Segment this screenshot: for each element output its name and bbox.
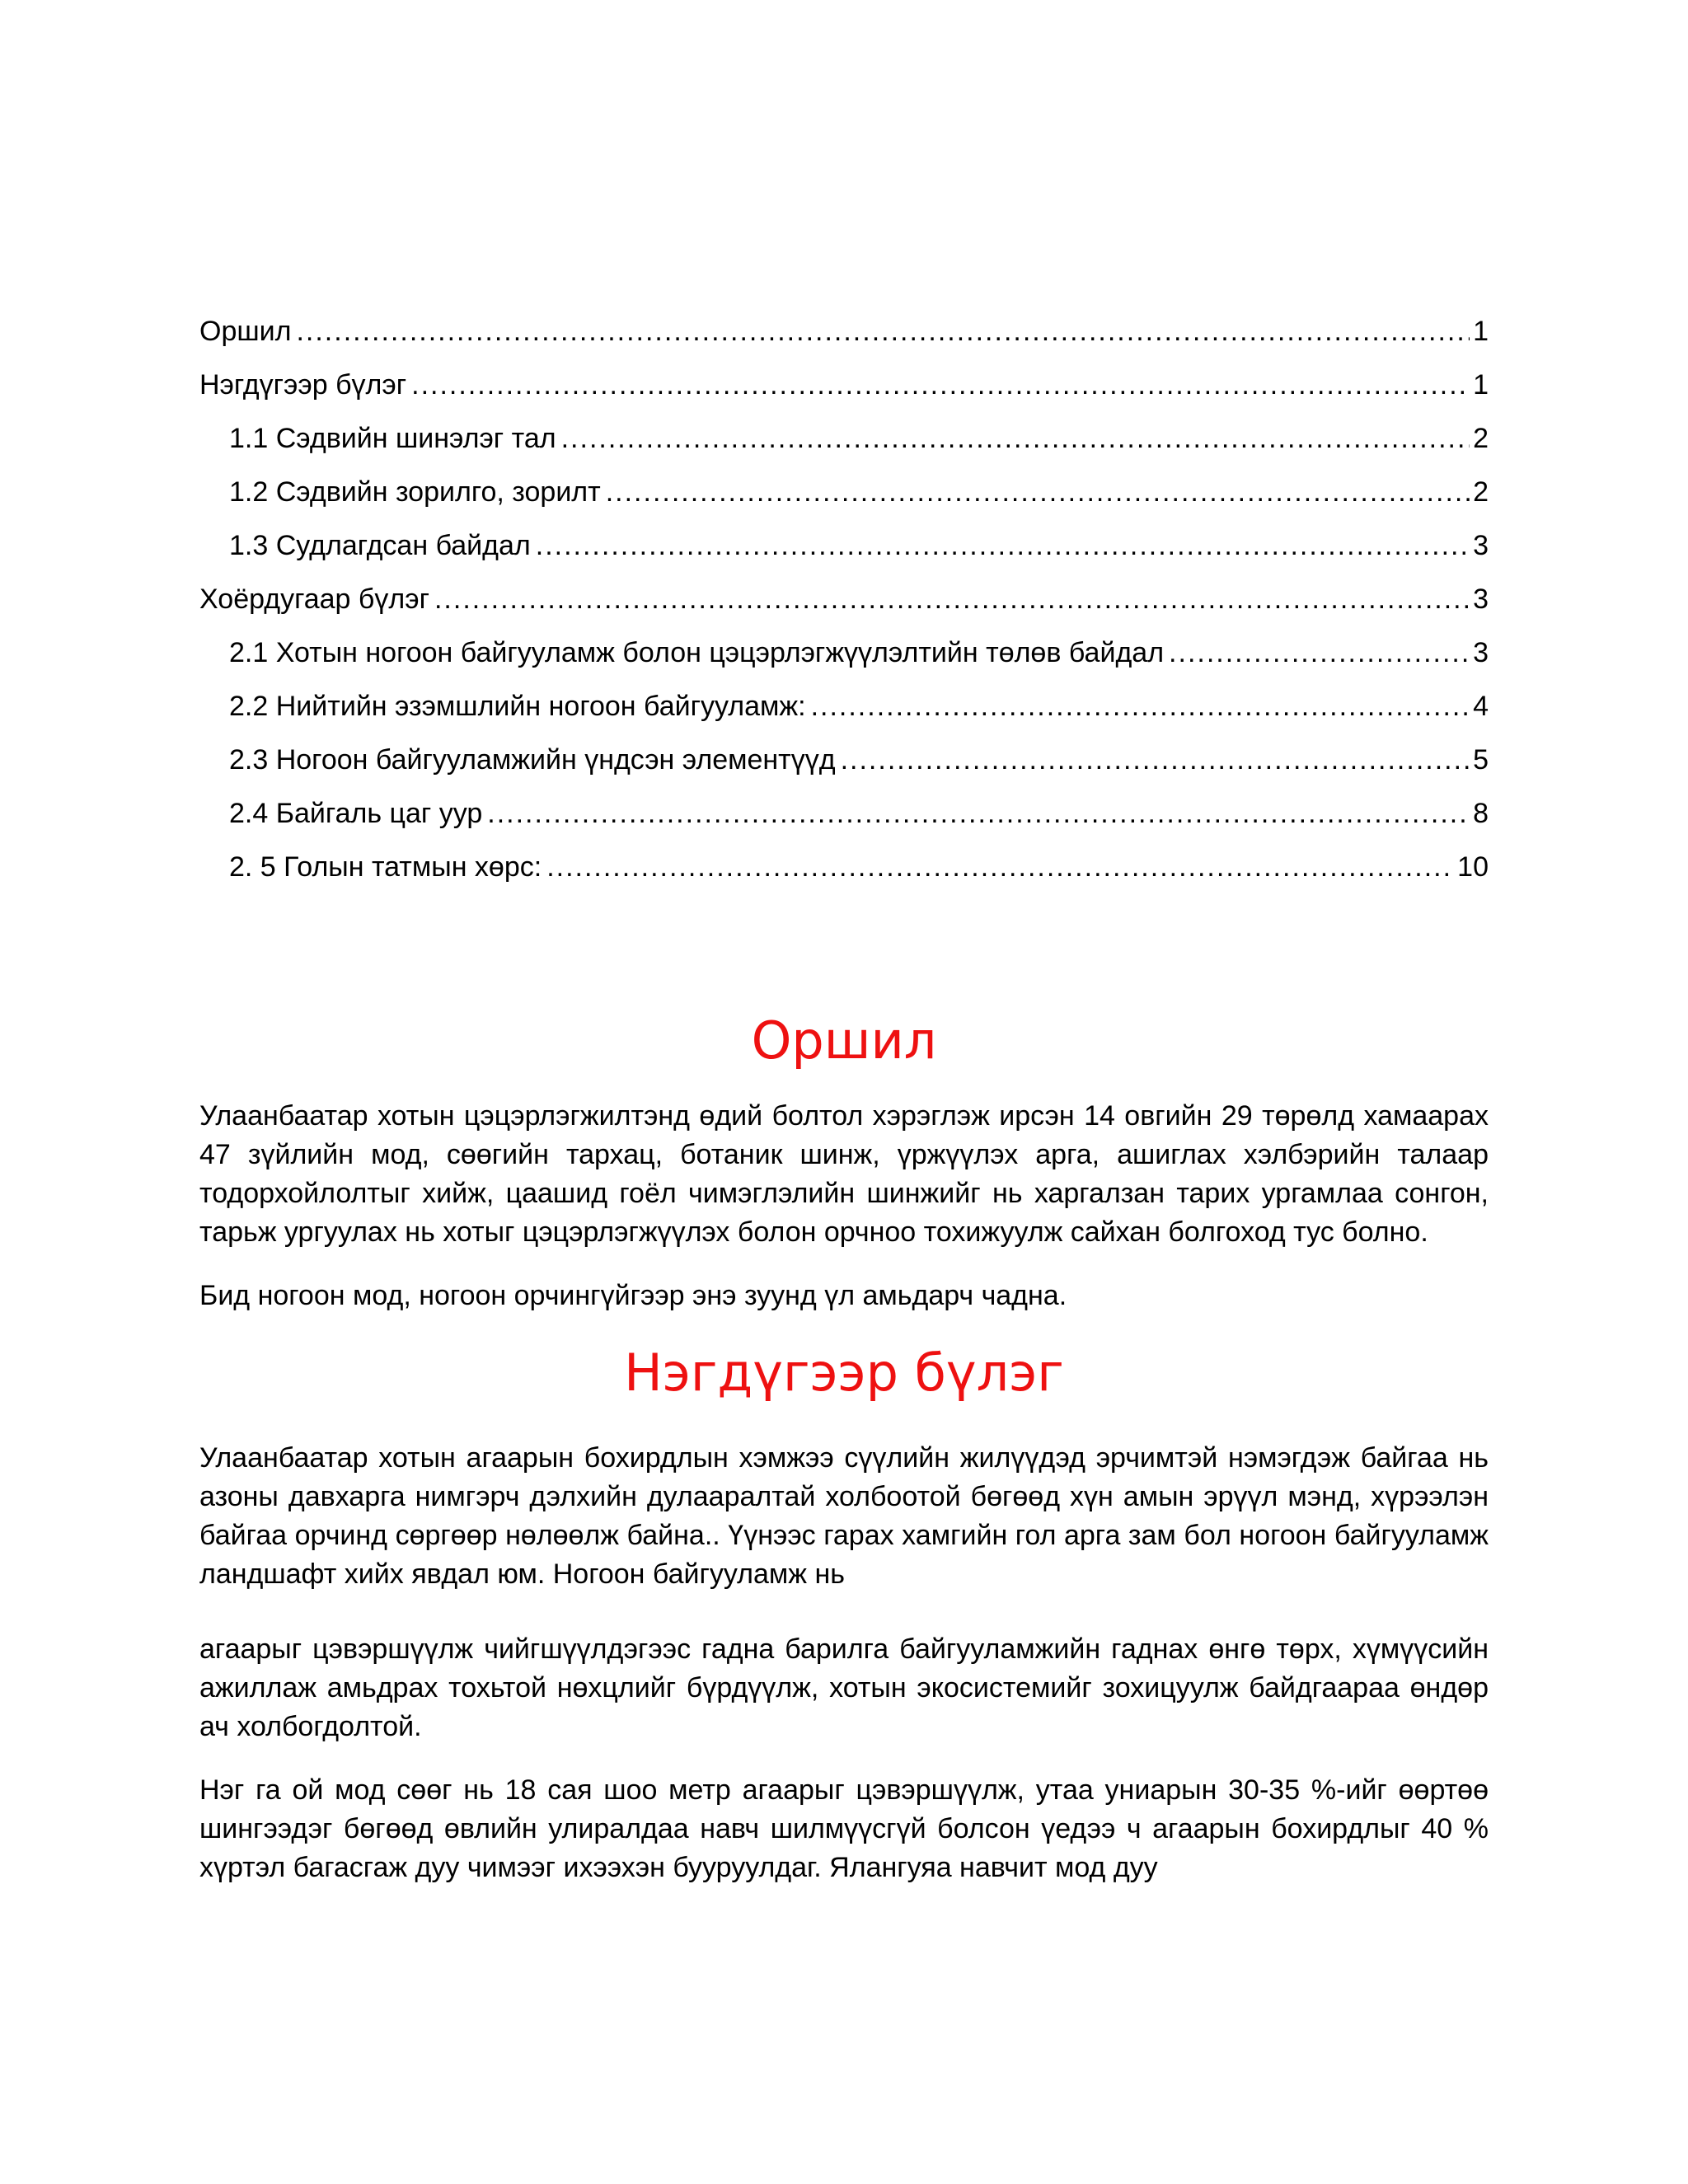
toc-dot-leader — [561, 412, 1470, 466]
toc-entry-page: 3 — [1473, 530, 1489, 561]
toc-dot-leader — [434, 573, 1470, 626]
document-page — [199, 305, 1489, 1887]
toc-entry[interactable] — [199, 787, 1489, 841]
toc-entry-page: 10 — [1457, 851, 1489, 883]
toc-entry-title: 2.3 Ногоон байгууламжийн үндсэн элементүүд — [229, 744, 836, 776]
toc-dot-leader — [606, 466, 1470, 519]
toc-entry-page: 8 — [1473, 798, 1489, 829]
toc-entry-title: 2.4 Байгаль цаг уур — [229, 798, 483, 829]
chapter1-paragraph: Нэг га ой мод сөөг нь 18 сая шоо метр агаарыг цэвэршүүлж, утаа униарын 30-35 %-ийг өөртөө шингээдэг бөгөөд өвлийн улиралдаа навч шилмүүсгүй болсон үедээ ч агаарын бохирдлыг 40 % хүртэл багасгаж дуу чимээг ихээхэн бууруулдаг. Ялангуяа навчит мод дуу — [199, 1774, 1489, 1883]
chapter1-paragraph: агаарыг цэвэршүүлж чийгшүүлдэгээс гадна барилга байгууламжийн гаднах өнгө төрх, хүмүүсийн ажиллаж амьдрах тохьтой нөхцлийг бүрдүүлж, хотын экосистемийг зохицуулж байдгаараа өндөр ач холбогдолтой. — [199, 1633, 1489, 1742]
toc-entry-page: 1 — [1473, 369, 1489, 401]
toc-entry[interactable] — [199, 733, 1489, 787]
toc-entry[interactable] — [199, 412, 1489, 466]
toc-dot-leader — [296, 305, 1470, 359]
toc-entry-title: 1.1 Сэдвийн шинэлэг тал — [229, 423, 556, 454]
toc-entry-page: 5 — [1473, 744, 1489, 776]
toc-entry[interactable] — [199, 519, 1489, 573]
chapter1-heading: Нэгдүгээр бүлэг — [624, 1343, 1064, 1403]
toc-entry-page: 4 — [1473, 691, 1489, 722]
chapter1-paragraph: Улаанбаатар хотын агаарын бохирдлын хэмжээ сүүлийн жилүүдэд эрчимтэй нэмэгдэж байгаа нь азоны давхарга нимгэрч дэлхийн дулааралтай холбоотой бөгөөд хүн амын эрүүл мэнд, хүрээлэн байгаа орчинд сөргөөр нөлөөлж байна.. Үүнээс гарах хамгийн гол арга зам бол ногоон байгууламж ландшафт хийх явдал юм. Ногоон байгууламж нь — [199, 1442, 1489, 1590]
toc-entry-page: 2 — [1473, 476, 1489, 508]
toc-dot-leader — [487, 787, 1470, 841]
toc-entry-title: Хоёрдугаар бүлэг — [199, 583, 429, 615]
toc-entry-title: 2.2 Нийтийн эзэмшлийн ногоон байгууламж: — [229, 691, 806, 722]
toc-entry-page: 1 — [1473, 316, 1489, 347]
table-of-contents — [199, 305, 1489, 894]
intro-paragraph: Улаанбаатар хотын цэцэрлэгжилтэнд өдий болтол хэрэглэж ирсэн 14 овгийн 29 төрөлд хамаарах 47 зүйлийн мод, сөөгийн тархац, ботаник шинж, үржүүлэх арга, ашиглах хэлбэрийн талаар тодорхойлолтыг хийж, цаашид гоёл чимэглэлийн шинжийг нь харгалзан тарих ургамлаа сонгон, тарьж ургуулах нь хотыг цэцэрлэгжүүлэх болон орчноо тохижуулж сайхан болгоход тус болно. — [199, 1100, 1489, 1248]
toc-entry[interactable] — [199, 573, 1489, 626]
toc-dot-leader — [841, 733, 1470, 787]
intro-heading: Оршил — [751, 1010, 937, 1071]
toc-entry[interactable] — [199, 466, 1489, 519]
toc-entry-title: 1.3 Судлагдсан байдал — [229, 530, 531, 561]
toc-entry-title: 2. 5 Голын татмын хөрс: — [229, 851, 542, 883]
toc-entry-page: 3 — [1473, 583, 1489, 615]
toc-dot-leader — [1169, 626, 1470, 680]
intro-paragraph: Бид ногоон мод, ногоон орчингүйгээр энэ зуунд үл амьдарч чадна. — [199, 1280, 1067, 1311]
toc-entry[interactable] — [199, 841, 1489, 894]
toc-entry[interactable] — [199, 359, 1489, 412]
toc-dot-leader — [546, 841, 1454, 894]
toc-entry-title: Оршил — [199, 316, 292, 347]
toc-dot-leader — [536, 519, 1470, 573]
toc-entry-title: 2.1 Хотын ногоон байгууламж болон цэцэрлэгжүүлэлтийн төлөв байдал — [229, 637, 1165, 668]
toc-entry[interactable] — [199, 626, 1489, 680]
toc-entry-page: 3 — [1473, 637, 1489, 668]
toc-entry-title: 1.2 Сэдвийн зорилго, зорилт — [229, 476, 601, 508]
toc-entry-title: Нэгдүгээр бүлэг — [199, 369, 407, 401]
toc-dot-leader — [411, 359, 1470, 412]
toc-entry-page: 2 — [1473, 423, 1489, 454]
toc-entry[interactable] — [199, 680, 1489, 733]
toc-dot-leader — [811, 680, 1470, 733]
toc-entry[interactable] — [199, 305, 1489, 359]
